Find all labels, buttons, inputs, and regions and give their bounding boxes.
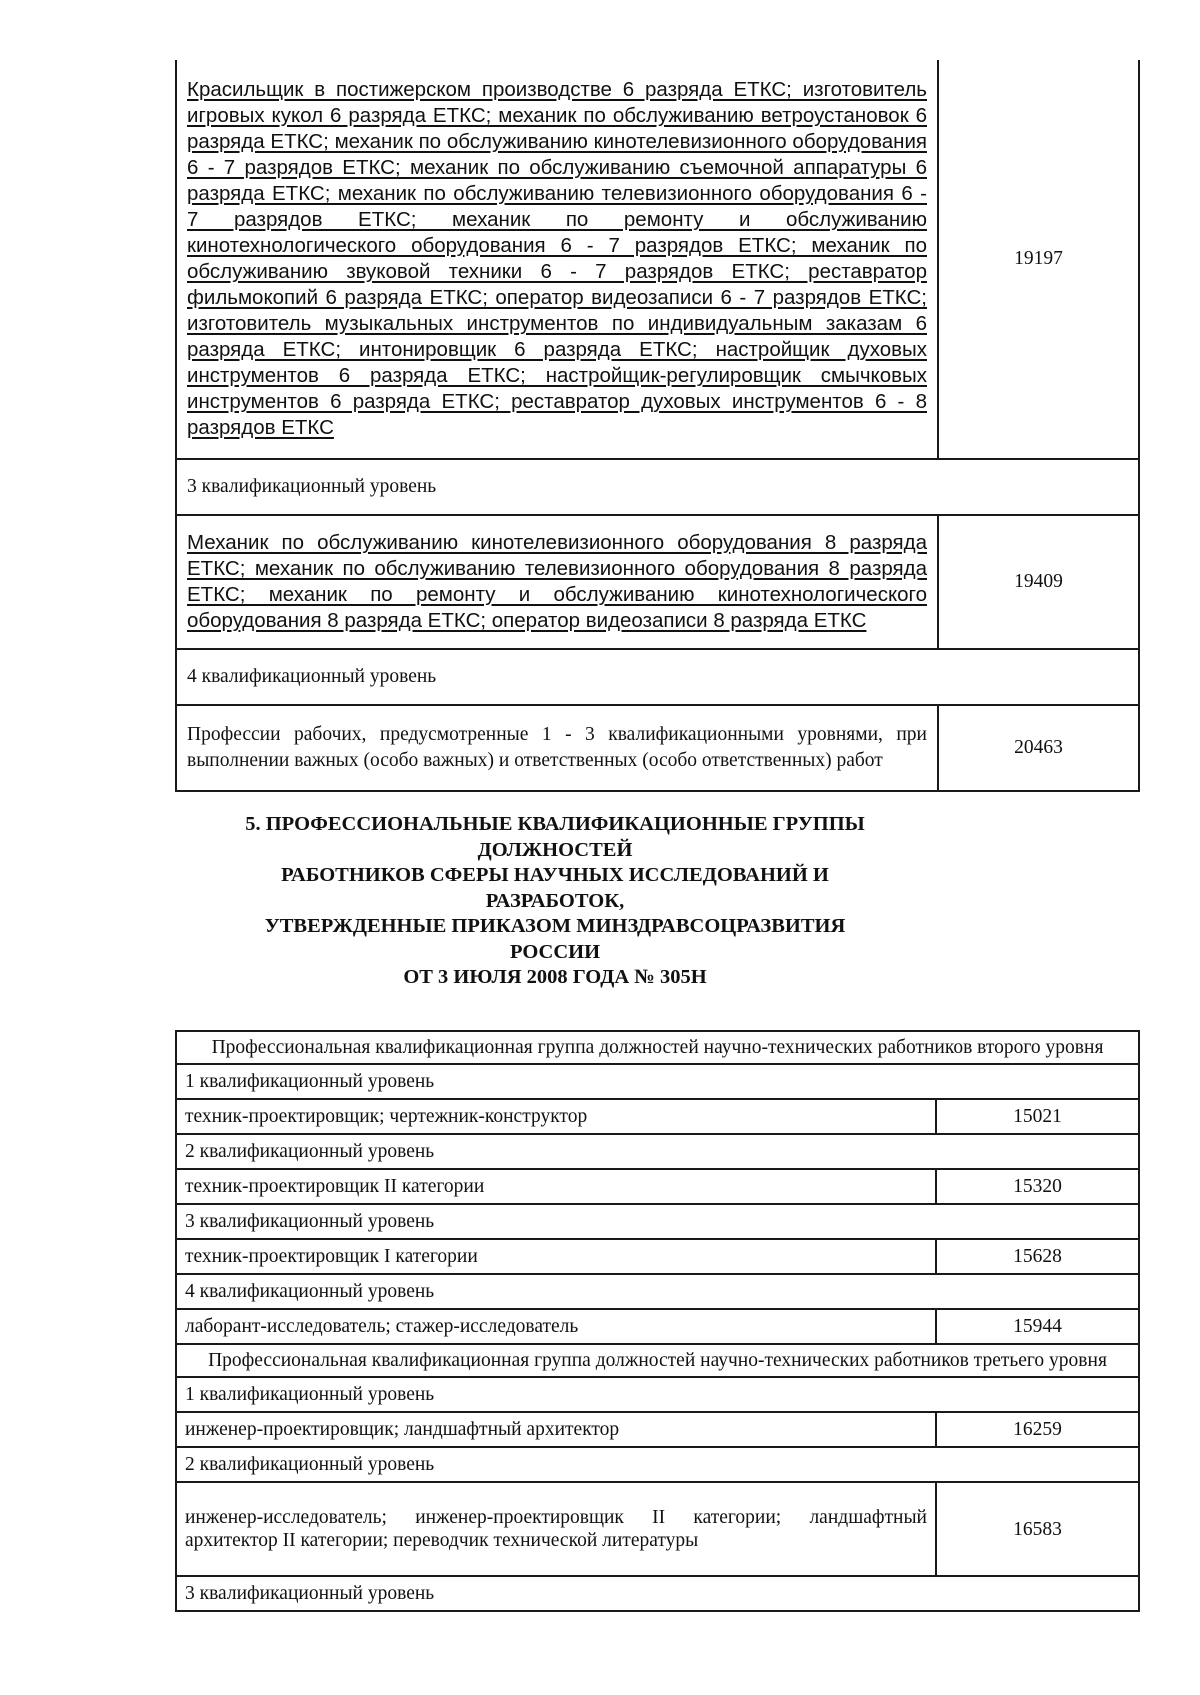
qualification-level: 2 квалификационный уровень [176, 1134, 1139, 1169]
qualification-level: 1 квалификационный уровень [176, 1377, 1139, 1412]
salary-value: 20463 [938, 705, 1139, 791]
position-cell: техник-проектировщик I категории [176, 1239, 936, 1274]
table-row [176, 1344, 1139, 1377]
table-row [176, 1239, 1139, 1274]
table-row [176, 1274, 1139, 1309]
professions-cell: Профессии рабочих, предусмотренные 1 - 3 квалификационными уровнями, при выполнении важных (особо важных) и ответственных (особо ответственных) работ [176, 705, 938, 791]
qualification-level: 4 квалификационный уровень [176, 1274, 1139, 1309]
qualification-level: 2 квалификационный уровень [176, 1447, 1139, 1482]
qualification-level: 3 квалификационный уровень [176, 1204, 1139, 1239]
table-row [176, 1377, 1139, 1412]
table-row [176, 515, 1139, 649]
salary-value: 15944 [936, 1309, 1139, 1344]
table-row [176, 1447, 1139, 1482]
heading-line: 5. ПРОФЕССИОНАЛЬНЫЕ КВАЛИФИКАЦИОННЫЕ ГРУППЫ [245, 813, 865, 835]
table-row [176, 1169, 1139, 1204]
table-row [176, 60, 1139, 459]
table-row [176, 459, 1139, 515]
qualification-level: 3 квалификационный уровень [176, 459, 1139, 515]
position-cell: инженер-исследователь; инженер-проектировщик II категории; ландшафтный архитектор II категории; переводчик технической литературы [176, 1482, 936, 1576]
bottom-table [175, 1030, 1140, 1612]
table-row [176, 1204, 1139, 1239]
table-row [176, 649, 1139, 705]
top-table [175, 60, 1140, 792]
heading-line: РАБОТНИКОВ СФЕРЫ НАУЧНЫХ ИССЛЕДОВАНИЙ И [281, 864, 829, 886]
position-cell: лаборант-исследователь; стажер-исследователь [176, 1309, 936, 1344]
qualification-level: 3 квалификационный уровень [176, 1576, 1139, 1611]
salary-value: 15320 [936, 1169, 1139, 1204]
salary-value: 19197 [938, 60, 1139, 459]
group-title: Профессиональная квалификационная группа должностей научно-технических работников третьего уровня [176, 1344, 1139, 1377]
salary-value: 16259 [936, 1412, 1139, 1447]
salary-value: 16583 [936, 1482, 1139, 1576]
table-row [176, 1064, 1139, 1099]
table-row [176, 705, 1139, 791]
section-heading [175, 812, 935, 991]
heading-line: УТВЕРЖДЕННЫЕ ПРИКАЗОМ МИНЗДРАВСОЦРАЗВИТИЯ [264, 915, 846, 937]
professions-cell: Механик по обслуживанию кинотелевизионного оборудования 8 разряда ЕТКС; механик по обслуживанию телевизионного оборудования 8 разряда ЕТКС; механик по ремонту и обслуживанию кинотехнологического оборудования 8 разряда ЕТКС; оператор видеозаписи 8 разряда ЕТКС [176, 515, 938, 649]
table-row [176, 1099, 1139, 1134]
qualification-level: 4 квалификационный уровень [176, 649, 1139, 705]
salary-value: 15021 [936, 1099, 1139, 1134]
salary-value: 19409 [938, 515, 1139, 649]
professions-cell: Красильщик в постижерском производстве 6 разряда ЕТКС; изготовитель игровых кукол 6 разряда ЕТКС; механик по обслуживанию ветроустановок 6 разряда ЕТКС; механик по обслуживанию кинотелевизионного оборудования 6 - 7 разрядов ЕТКС; механик по обслуживанию съемочной аппаратуры 6 разряда ЕТКС; механик по обслуживанию телевизионного оборудования 6 - 7 разрядов ЕТКС; механик по ремонту и обслуживанию кинотехнологического оборудования 6 - 7 разрядов ЕТКС; механик по обслуживанию звуковой техники 6 - 7 разрядов ЕТКС; реставратор фильмокопий 6 разряда ЕТКС; оператор видеозаписи 6 - 7 разрядов ЕТКС; изготовитель музыкальных инструментов по индивидуальным заказам 6 разряда ЕТКС; интонировщик 6 разряда ЕТКС; настройщик духовых инструментов 6 разряда ЕТКС; настройщик-регулировщик смычковых инструментов 6 разряда ЕТКС; реставратор духовых инструментов 6 - 8 разрядов ЕТКС [176, 60, 938, 459]
heading-line: РОССИИ [509, 940, 601, 963]
table-row [176, 1134, 1139, 1169]
table-row [176, 1412, 1139, 1447]
table-row [176, 1576, 1139, 1611]
position-cell: техник-проектировщик; чертежник-конструктор [176, 1099, 936, 1134]
heading-line: ОТ 3 ИЮЛЯ 2008 ГОДА № 305Н [403, 966, 707, 988]
qualification-level: 1 квалификационный уровень [176, 1064, 1139, 1099]
salary-value: 15628 [936, 1239, 1139, 1274]
heading-line: РАЗРАБОТОК, [485, 889, 625, 912]
position-cell: техник-проектировщик II категории [176, 1169, 936, 1204]
position-cell: инженер-проектировщик; ландшафтный архитектор [176, 1412, 936, 1447]
table-row [176, 1031, 1139, 1064]
group-title: Профессиональная квалификационная группа должностей научно-технических работников второго уровня [176, 1031, 1139, 1064]
table-row [176, 1309, 1139, 1344]
table-row [176, 1482, 1139, 1576]
heading-line: ДОЛЖНОСТЕЙ [477, 838, 633, 861]
